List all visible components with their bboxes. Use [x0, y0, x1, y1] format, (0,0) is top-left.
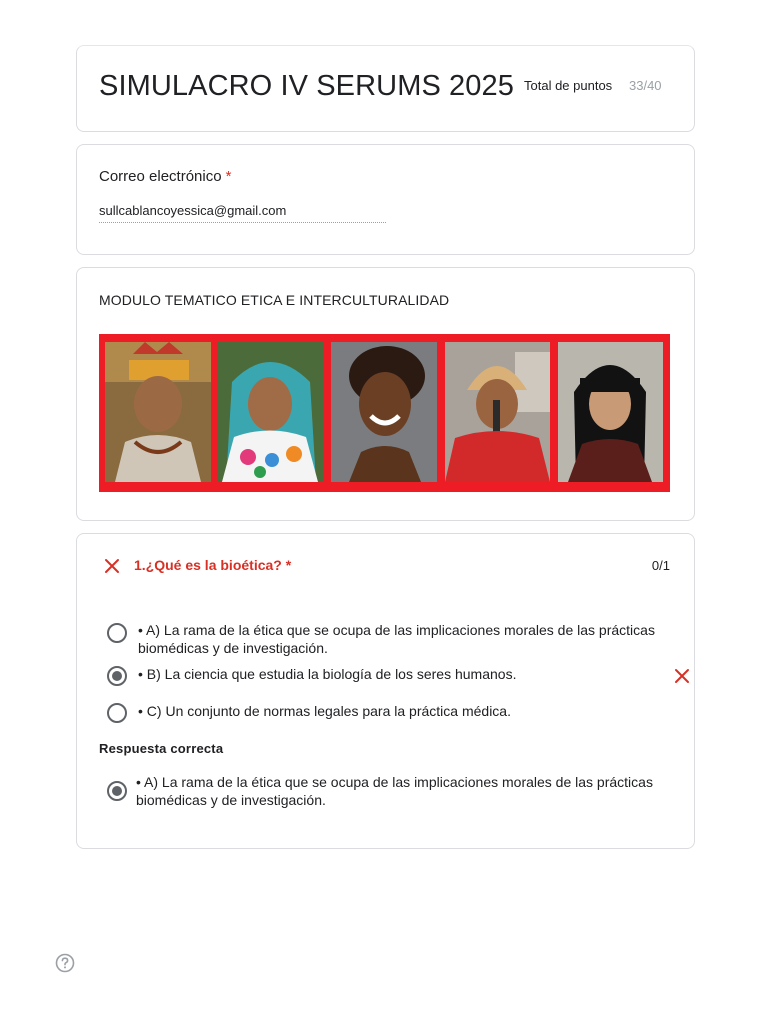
email-label-text: Correo electrónico	[99, 168, 222, 185]
correct-answer-radio	[107, 781, 127, 801]
email-field: sullcablancoyessica@gmail.com	[99, 203, 386, 223]
portrait-image-5	[558, 342, 663, 482]
radio-button-a[interactable]	[107, 623, 127, 643]
correct-answer-text	[136, 773, 653, 809]
portrait-image-2	[218, 342, 323, 482]
email-label	[99, 168, 231, 185]
answer-option-c[interactable]	[107, 702, 667, 724]
question-score: 0/1	[651, 558, 670, 573]
answer-option-b-line1: • B) La ciencia que estudia la biología de los seres humanos.	[138, 666, 517, 682]
answer-option-c-text	[138, 702, 511, 720]
required-star: *	[225, 168, 232, 185]
total-points-label: Total de puntos	[524, 78, 613, 93]
answer-option-a-text	[138, 621, 655, 657]
radio-button-c[interactable]	[107, 703, 127, 723]
correct-answer-line2: biomédicas y de investigación.	[136, 792, 326, 808]
question-title: 1.¿Qué es la bioética? *	[134, 557, 292, 573]
email-card	[76, 144, 695, 255]
question-card	[76, 533, 695, 849]
answer-option-b-text	[138, 665, 516, 683]
incorrect-x-icon	[103, 557, 121, 575]
section-card	[76, 267, 695, 521]
total-points-value: 33/40	[629, 78, 662, 93]
answer-option-c-line1: • C) Un conjunto de normas legales para la práctica médica.	[138, 703, 511, 719]
section-title: MODULO TEMATICO ETICA E INTERCULTURALIDAD	[99, 292, 450, 308]
section-banner-image	[99, 334, 670, 492]
answer-option-b[interactable]	[107, 665, 667, 687]
wrong-answer-x-icon	[673, 667, 691, 685]
help-icon[interactable]	[55, 953, 75, 973]
portrait-image-1	[105, 342, 211, 482]
form-header-card	[76, 45, 695, 132]
form-title: SIMULACRO IV SERUMS 2025	[99, 70, 514, 102]
correct-answer-heading: Respuesta correcta	[99, 741, 224, 756]
correct-answer-option	[107, 773, 667, 813]
correct-answer-line1: • A) La rama de la ética que se ocupa de las implicaciones morales de las prácticas	[136, 774, 653, 790]
portrait-image-4	[445, 342, 550, 482]
portrait-image-3	[331, 342, 437, 482]
answer-option-a-line1: • A) La rama de la ética que se ocupa de las implicaciones morales de las prácticas	[138, 622, 655, 638]
answer-option-a[interactable]	[107, 621, 667, 661]
answer-option-a-line2: biomédicas y de investigación.	[138, 640, 328, 656]
radio-button-b-selected[interactable]	[107, 666, 127, 686]
